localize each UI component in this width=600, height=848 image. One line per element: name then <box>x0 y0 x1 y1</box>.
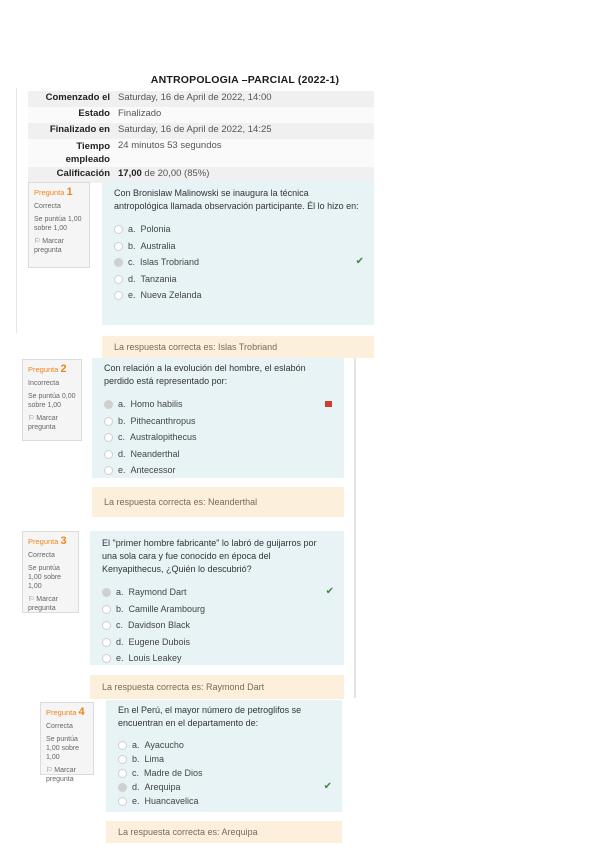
flag-question-link[interactable]: ⚐ Marcar pregunta <box>46 767 77 783</box>
question-info <box>22 531 79 613</box>
flag-question-link[interactable]: ⚐ Marcar pregunta <box>34 238 65 254</box>
answer-option[interactable]: d. Neanderthal <box>104 446 332 463</box>
question-score: Se puntúa 1,00 sobre 1,00 <box>34 216 82 232</box>
summary-label: Estado <box>28 107 114 123</box>
summary-value: 24 minutos 53 segundos <box>114 139 374 167</box>
flag-icon: ⚐ <box>28 596 37 603</box>
answer-option[interactable]: c. Madre de Dios <box>118 766 330 780</box>
radio-button[interactable] <box>114 275 123 284</box>
summary-row <box>28 139 374 167</box>
answer-option[interactable]: c. Davidson Black <box>102 617 332 634</box>
answer-option[interactable]: e. Antecessor <box>104 462 332 479</box>
checkmark-icon: ✔ <box>355 256 364 267</box>
radio-button[interactable] <box>102 621 111 630</box>
answer-option[interactable]: a. Raymond Dart ✔ <box>102 584 332 601</box>
answer-option[interactable]: c. Australopithecus <box>104 429 332 446</box>
flag-icon: ⚐ <box>34 238 43 245</box>
attempt-summary <box>28 91 374 183</box>
radio-button[interactable] <box>104 400 113 409</box>
question-number: Pregunta 1 <box>34 186 73 198</box>
summary-value: Finalizado <box>114 107 374 123</box>
grade-value: 17,00 <box>118 168 142 179</box>
summary-label: Finalizado en <box>28 123 114 139</box>
answer-option[interactable]: b. Camille Arambourg <box>102 601 332 618</box>
question-text: El "primer hombre fabricante" lo labró de guijarros por una sola cara y fue conocido en época del Kenyapithecus, ¿Quién lo descubrió? <box>102 538 317 574</box>
question-score: Se puntúa 0,00 sobre 1,00 <box>28 393 76 409</box>
summary-value: Saturday, 16 de April de 2022, 14:00 <box>114 91 374 107</box>
summary-label: Calificación <box>28 167 114 183</box>
incorrect-icon <box>325 401 332 407</box>
radio-button[interactable] <box>104 450 113 459</box>
question-text: En el Perú, el mayor número de petroglifos se encuentran en el departamento de: <box>118 705 302 728</box>
question-status: Correcta <box>46 723 73 730</box>
radio-button[interactable] <box>118 769 127 778</box>
summary-row <box>28 123 374 139</box>
page-title-text: ANTROPOLOGIA –PARCIAL (2022-1) <box>150 74 340 86</box>
checkmark-icon: ✔ <box>325 586 334 597</box>
flag-question-link[interactable]: ⚐ Marcar pregunta <box>28 596 59 612</box>
answer-option[interactable]: e. Nueva Zelanda <box>114 287 362 304</box>
answer-option[interactable]: b. Pithecanthropus <box>104 413 332 430</box>
answer-option[interactable]: e. Louis Leakey <box>102 650 332 667</box>
answer-option[interactable]: b. Lima <box>118 752 330 766</box>
checkmark-icon: ✔ <box>323 781 332 792</box>
question-content <box>106 700 342 812</box>
correct-answer-feedback: La respuesta correcta es: Neanderthal <box>92 487 344 517</box>
radio-button[interactable] <box>118 755 127 764</box>
question-info <box>40 702 94 783</box>
answer-option[interactable]: c. Islas Trobriand ✔ <box>114 254 362 271</box>
question-score: Se puntúa 1,00 sobre 1,00 <box>46 736 80 761</box>
radio-button[interactable] <box>102 638 111 647</box>
question-number: Pregunta 2 <box>28 363 67 375</box>
question-score: Se puntúa 1,00 sobre 1,00 <box>28 565 62 590</box>
answer-option[interactable]: d. Arequipa ✔ <box>118 780 330 794</box>
answer-option[interactable]: d. Eugene Dubois <box>102 634 332 651</box>
page-title <box>0 74 600 86</box>
question-text: Con Bronislaw Malinowski se inaugura la técnica antropológica llamada observación participante. Él lo hizo en: <box>114 188 359 211</box>
question-status: Correcta <box>28 552 55 559</box>
correct-answer-feedback: La respuesta correcta es: Raymond Dart <box>90 675 344 699</box>
question-status: Incorrecta <box>28 380 60 387</box>
answer-option[interactable]: a. Homo habilis <box>104 396 332 413</box>
radio-button[interactable] <box>118 783 127 792</box>
radio-button[interactable] <box>102 588 111 597</box>
divider <box>354 356 356 698</box>
correct-answer-feedback: La respuesta correcta es: Arequipa <box>106 821 342 843</box>
divider <box>16 88 17 333</box>
radio-button[interactable] <box>104 466 113 475</box>
radio-button[interactable] <box>114 258 123 267</box>
answer-option[interactable]: e. Huancavelica <box>118 794 330 808</box>
summary-row <box>28 91 374 107</box>
radio-button[interactable] <box>102 605 111 614</box>
flag-icon: ⚐ <box>28 415 37 422</box>
answer-option[interactable]: a. Polonia <box>114 221 362 238</box>
question-content <box>102 181 374 325</box>
flag-icon: ⚐ <box>46 767 55 774</box>
radio-button[interactable] <box>114 242 123 251</box>
question-text: Con relación a la evolución del hombre, el eslabón perdido está representado por: <box>104 363 306 386</box>
question-number: Pregunta 3 <box>28 535 67 547</box>
radio-button[interactable] <box>114 291 123 300</box>
question-info <box>22 359 82 441</box>
summary-label: Tiempo empleado <box>28 139 114 167</box>
answer-option[interactable]: b. Australia <box>114 238 362 255</box>
correct-answer-feedback: La respuesta correcta es: Islas Trobriand <box>102 336 374 358</box>
radio-button[interactable] <box>118 797 127 806</box>
question-info <box>28 182 90 268</box>
summary-row <box>28 107 374 123</box>
question-status: Correcta <box>34 203 61 210</box>
grade-total: de 20,00 (85%) <box>141 168 210 179</box>
answer-option[interactable]: a. Ayacucho <box>118 738 330 752</box>
summary-value: Saturday, 16 de April de 2022, 14:25 <box>114 123 374 139</box>
radio-button[interactable] <box>102 654 111 663</box>
question-number: Pregunta 4 <box>46 706 85 718</box>
question-content <box>92 358 344 478</box>
summary-label: Comenzado el <box>28 91 114 107</box>
radio-button[interactable] <box>114 225 123 234</box>
radio-button[interactable] <box>104 417 113 426</box>
answer-option[interactable]: d. Tanzania <box>114 271 362 288</box>
radio-button[interactable] <box>118 741 127 750</box>
flag-question-link[interactable]: ⚐ Marcar pregunta <box>28 415 59 431</box>
question-content <box>90 531 344 665</box>
radio-button[interactable] <box>104 433 113 442</box>
